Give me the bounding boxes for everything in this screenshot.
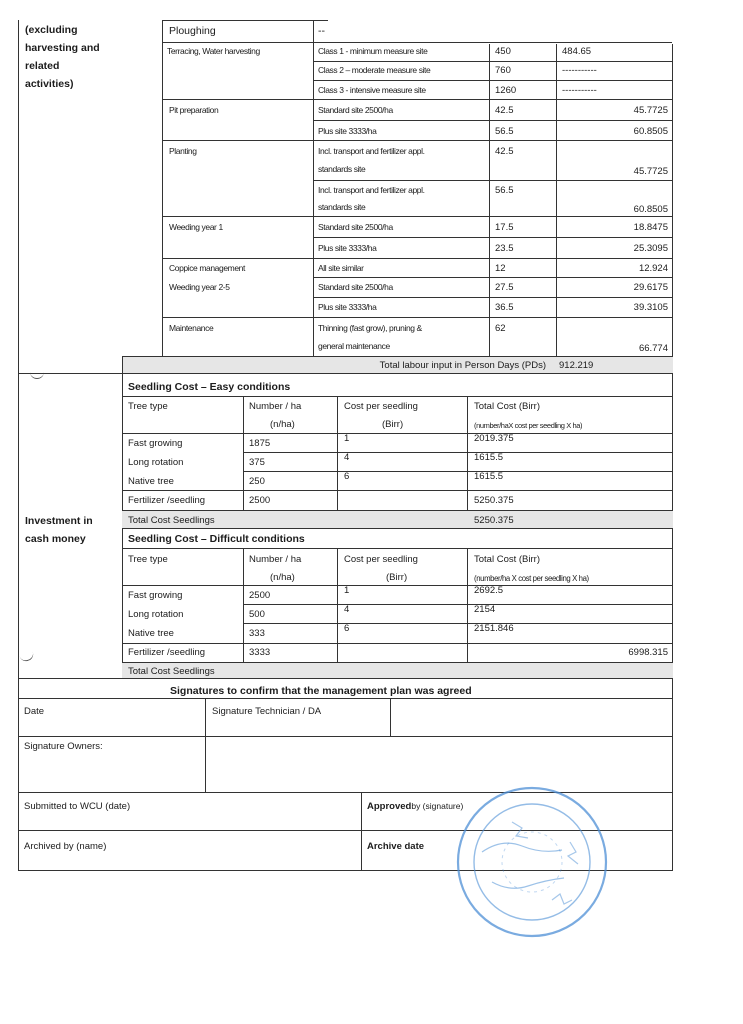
standard-cell: Plus site 3333/ha bbox=[318, 126, 377, 136]
standard-cell: Plus site 3333/ha bbox=[318, 302, 377, 312]
pd-cell: 36.5 bbox=[495, 302, 514, 313]
activity-cell: Pit preparation bbox=[169, 105, 219, 115]
table-row: 2151.846 bbox=[474, 623, 514, 634]
cost-cell: 18.8475 bbox=[633, 222, 668, 233]
activity-cell: Maintenance bbox=[169, 323, 214, 333]
cost-cell: 12.924 bbox=[638, 263, 668, 274]
approved-label: Approvedby (signature) bbox=[367, 801, 464, 812]
col-total-formula: (number/haX cost per seedling X ha) bbox=[474, 421, 583, 430]
pd-cell: 760 bbox=[495, 65, 511, 76]
archive-date-label: Archive date bbox=[367, 841, 425, 852]
col-total: Total Cost (Birr) bbox=[474, 401, 540, 412]
cost-cell: 29.6175 bbox=[633, 282, 668, 293]
table-row: 1615.5 bbox=[474, 452, 504, 463]
easy-total-label: Total Cost Seedlings bbox=[128, 515, 215, 526]
pd-cell: 56.5 bbox=[495, 185, 514, 196]
standard-cell: standards site bbox=[318, 202, 366, 212]
table-row: 3333 bbox=[249, 647, 271, 658]
col-cost-per: Cost per seedling bbox=[344, 554, 418, 565]
pd-cell: 450 bbox=[495, 46, 511, 57]
table-row: 1 bbox=[344, 433, 350, 444]
standard-cell: Class 3 - intensive measure site bbox=[318, 85, 426, 95]
labour-left-label-2: harvesting and bbox=[25, 42, 100, 54]
standard-cell: Standard site 2500/ha bbox=[318, 222, 393, 232]
cost-cell: 45.7725 bbox=[633, 166, 668, 177]
cost-cell: 484.65 bbox=[562, 46, 592, 57]
standard-cell: Class 2 – moderate measure site bbox=[318, 65, 431, 75]
table-row: 6 bbox=[344, 623, 350, 634]
difficult-total-label: Total Cost Seedlings bbox=[128, 666, 215, 677]
pd-cell: 27.5 bbox=[495, 282, 514, 293]
table-row: 333 bbox=[249, 628, 265, 639]
table-row: 2019.375 bbox=[474, 433, 514, 444]
activity-cell: Ploughing bbox=[169, 25, 216, 37]
table-row: Long rotation bbox=[128, 457, 184, 468]
table-row: 6 bbox=[344, 471, 350, 482]
easy-title: Seedling Cost – Easy conditions bbox=[128, 381, 291, 393]
easy-total-value: 5250.375 bbox=[474, 515, 514, 526]
cost-cell: 60.8505 bbox=[633, 126, 668, 137]
activity-cell: Weeding year 1 bbox=[169, 222, 223, 232]
standard-cell: Incl. transport and fertilizer appl. bbox=[318, 185, 425, 195]
pd-cell: 42.5 bbox=[495, 105, 514, 116]
table-row: Fast growing bbox=[128, 438, 183, 449]
standard-cell: Plus site 3333/ha bbox=[318, 243, 377, 253]
standard-cell: general maintenance bbox=[318, 341, 390, 351]
col-number-unit: (n/ha) bbox=[270, 419, 295, 430]
table-row: Native tree bbox=[128, 476, 174, 487]
table-row: 2500 bbox=[249, 495, 271, 506]
table-row: 2500 bbox=[249, 590, 271, 601]
margin-mark bbox=[30, 372, 44, 379]
activity-cell: Terracing, Water harvesting bbox=[167, 46, 260, 56]
pd-cell: 17.5 bbox=[495, 222, 514, 233]
cost-cell: ----------- bbox=[562, 65, 597, 76]
margin-mark bbox=[19, 650, 35, 663]
col-cost-per-unit: (Birr) bbox=[386, 572, 408, 583]
table-row: 500 bbox=[249, 609, 265, 620]
standard-cell: Incl. transport and fertilizer appl. bbox=[318, 146, 425, 156]
pd-cell: 1260 bbox=[495, 85, 517, 96]
owners-signature-label: Signature Owners: bbox=[24, 741, 103, 752]
col-cost-per: Cost per seedling bbox=[344, 401, 418, 412]
activity-cell: Coppice management bbox=[169, 263, 245, 273]
table-row: 6998.315 bbox=[628, 647, 668, 658]
standard-cell: Standard site 2500/ha bbox=[318, 282, 393, 292]
archived-by-label: Archived by (name) bbox=[24, 841, 107, 852]
labour-total-value: 912.219 bbox=[559, 360, 594, 371]
table-row: 4 bbox=[344, 604, 350, 615]
signatures-title: Signatures to confirm that the management plan was agreed bbox=[170, 685, 472, 697]
col-cost-per-unit: (Birr) bbox=[382, 419, 404, 430]
standard-cell: Standard site 2500/ha bbox=[318, 105, 393, 115]
col-number: Number / ha bbox=[249, 554, 302, 565]
col-number: Number / ha bbox=[249, 401, 302, 412]
standard-cell: Thinning (fast grow), pruning & bbox=[318, 323, 422, 333]
investment-left-label-1: Investment in bbox=[25, 515, 93, 527]
table-row: 2154 bbox=[474, 604, 496, 615]
standard-cell: All site similar bbox=[318, 263, 364, 273]
difficult-title: Seedling Cost – Difficult conditions bbox=[128, 533, 305, 545]
activity-cell: Planting bbox=[169, 146, 197, 156]
standard-cell: Class 1 - minimum measure site bbox=[318, 46, 428, 56]
table-row: Native tree bbox=[128, 628, 174, 639]
standard-cell: standards site bbox=[318, 164, 366, 174]
table-row: 1875 bbox=[249, 438, 271, 449]
investment-left-label-2: cash money bbox=[25, 533, 86, 545]
labour-total-label: Total labour input in Person Days (PDs) bbox=[379, 360, 546, 371]
standard-cell: -- bbox=[318, 25, 325, 37]
official-seal-stamp bbox=[452, 782, 612, 942]
table-row: 5250.375 bbox=[474, 495, 514, 506]
col-tree-type: Tree type bbox=[128, 401, 168, 412]
activity-cell: Weeding year 2-5 bbox=[169, 282, 230, 292]
cost-cell: ----------- bbox=[562, 85, 597, 96]
table-row: 250 bbox=[249, 476, 265, 487]
pd-cell: 62 bbox=[495, 323, 506, 334]
table-row: Fertilizer /seedling bbox=[128, 647, 206, 658]
table-row: 4 bbox=[344, 452, 350, 463]
col-total: Total Cost (Birr) bbox=[474, 554, 540, 565]
pd-cell: 23.5 bbox=[495, 243, 514, 254]
technician-signature-label: Signature Technician / DA bbox=[212, 706, 322, 717]
labour-left-label-3: related bbox=[25, 60, 60, 72]
cost-cell: 45.7725 bbox=[633, 105, 668, 116]
labour-left-label-1: (excluding bbox=[25, 24, 78, 36]
cost-cell: 60.8505 bbox=[633, 204, 668, 215]
pd-cell: 42.5 bbox=[495, 146, 514, 157]
date-label: Date bbox=[24, 706, 45, 717]
labour-left-label-4: activities) bbox=[25, 78, 74, 90]
table-row: 375 bbox=[249, 457, 265, 468]
table-row: 1615.5 bbox=[474, 471, 504, 482]
table-row: Fertilizer /seedling bbox=[128, 495, 206, 506]
table-row: 1 bbox=[344, 585, 350, 596]
pd-cell: 12 bbox=[495, 263, 506, 274]
pd-cell: 56.5 bbox=[495, 126, 514, 137]
table-row: Fast growing bbox=[128, 590, 183, 601]
col-total-formula: (number/ha X cost per seedling X ha) bbox=[474, 574, 589, 583]
col-number-unit: (n/ha) bbox=[270, 572, 295, 583]
cost-cell: 66.774 bbox=[638, 343, 668, 354]
submitted-label: Submitted to WCU (date) bbox=[24, 801, 131, 812]
cost-cell: 39.3105 bbox=[633, 302, 668, 313]
table-row: 2692.5 bbox=[474, 585, 504, 596]
table-row: Long rotation bbox=[128, 609, 184, 620]
col-tree-type: Tree type bbox=[128, 554, 168, 565]
cost-cell: 25.3095 bbox=[633, 243, 668, 254]
